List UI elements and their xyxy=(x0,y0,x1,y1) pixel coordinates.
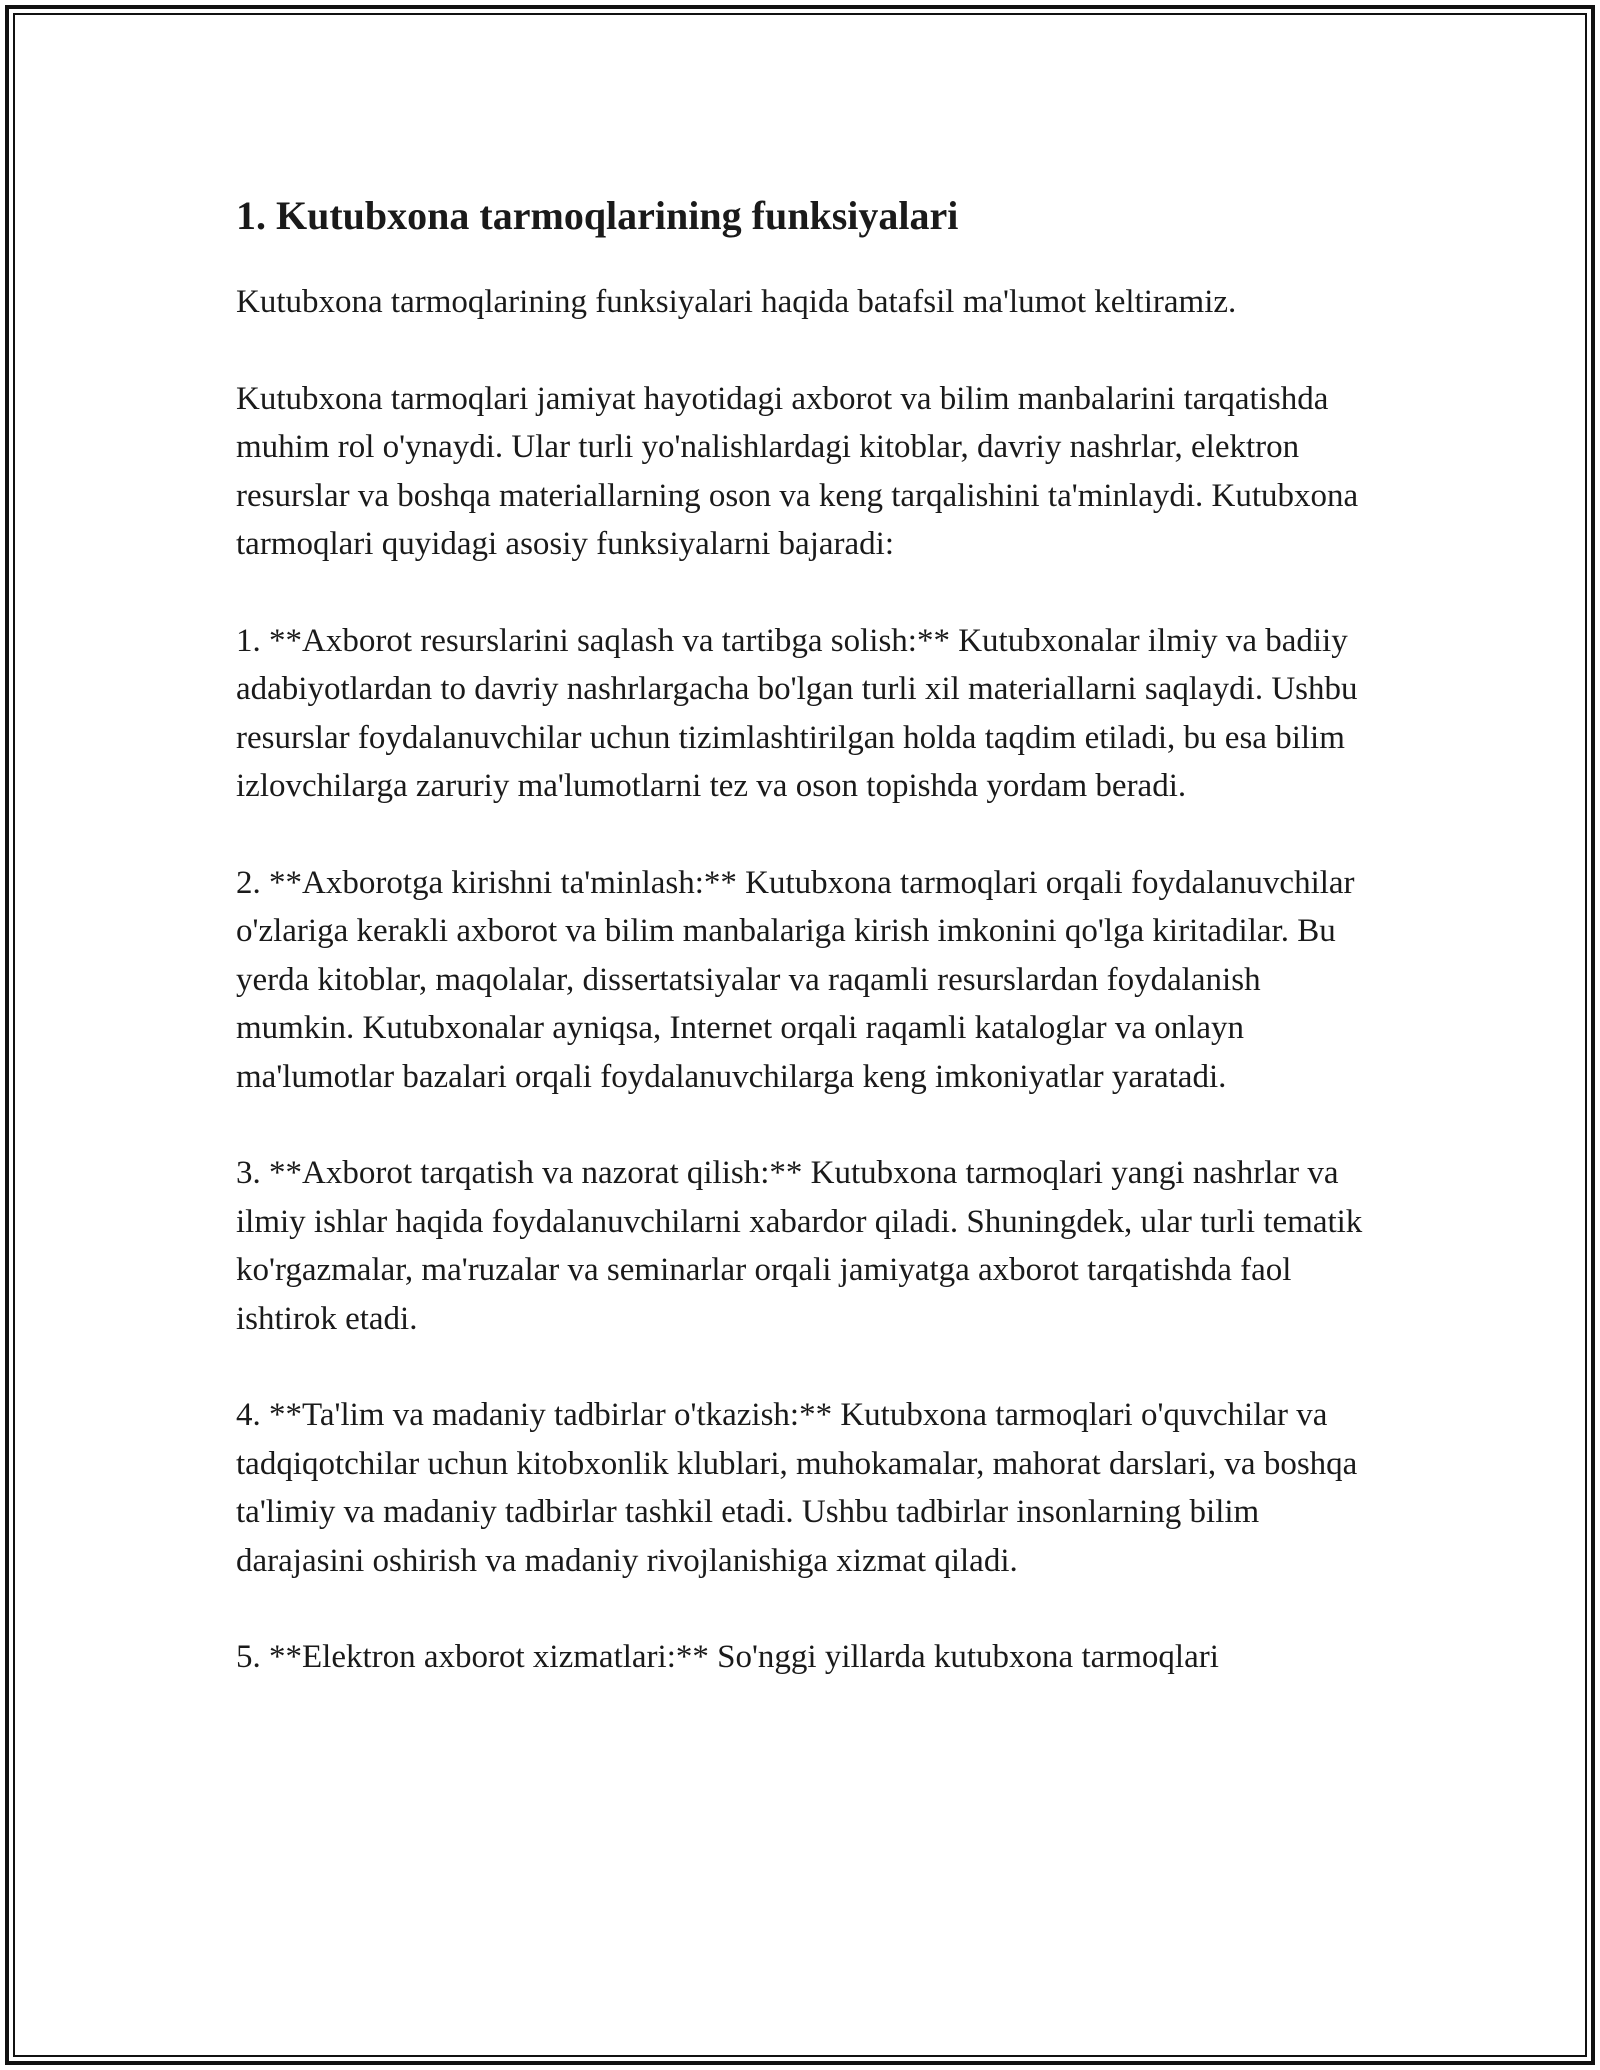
list-item-5: 5. **Elektron axborot xizmatlari:** So'nggi yillarda kutubxona tarmoqlari xyxy=(236,1639,1219,1675)
list-item-1: 1. **Axborot resurslarini saqlash va tartibga solish:** Kutubxonalar ilmiy va badiiy adabiyotlardan to davriy nashrlargacha bo'lgan turli xil materiallarni saqlaydi. Ushbu resurslar foydalanuvchilar uchun tizimlashtirilgan holda taqdim etiladi, bu esa bilim izlovchilarga zaruriy ma'lumotlarni tez va oson topishda yordam beradi. xyxy=(236,622,1358,804)
overview-paragraph: Kutubxona tarmoqlari jamiyat hayotidagi axborot va bilim manbalarini tarqatishda muhim rol o'ynaydi. Ular turli yo'nalishlardagi kitoblar, davriy nashrlar, elektron resurslar va boshqa materiallarning oson va keng tarqalishini ta'minlaydi. Kutubxona tarmoqlari quyidagi asosiy funksiyalarni bajaradi: xyxy=(236,380,1359,562)
list-item-4: 4. **Ta'lim va madaniy tadbirlar o'tkazish:** Kutubxona tarmoqlari o'quvchilar va tadqiqotchilar uchun kitobxonlik klublari, muhokamalar, mahorat darslari, va boshqa ta'limiy va madaniy tadbirlar tashkil etadi. Ushbu tadbirlar insonlarning bilim darajasini oshirish va madaniy rivojlanishiga xizmat qiladi. xyxy=(236,1397,1358,1579)
document-body xyxy=(236,184,1366,1730)
list-item-2: 2. **Axborotga kirishni ta'minlash:** Kutubxona tarmoqlari orqali foydalanuvchilar o'zlariga kerakli axborot va bilim manbalariga kirish imkonini qo'lga kiritadilar. Bu yerda kitoblar, maqolalar, dissertatsiyalar va raqamli resurslardan foydalanish mumkin. Kutubxonalar ayniqsa, Internet orqali raqamli kataloglar va onlayn ma'lumotlar bazalari orqali foydalanuvchilarga keng imkoniyatlar yaratadi. xyxy=(236,864,1355,1095)
intro-paragraph: Kutubxona tarmoqlarining funksiyalari haqida batafsil ma'lumot keltiramiz. xyxy=(236,284,1237,320)
document-title: 1. Kutubxona tarmoqlarining funksiyalari xyxy=(236,193,959,238)
list-item-3: 3. **Axborot tarqatish va nazorat qilish:** Kutubxona tarmoqlari yangi nashrlar va ilmiy ishlar haqida foydalanuvchilarni xabardor qiladi. Shuningdek, ular turli tematik ko'rgazmalar, ma'ruzalar va seminarlar orqali jamiyatga axborot tarqatishda faol ishtirok etadi. xyxy=(236,1155,1363,1337)
